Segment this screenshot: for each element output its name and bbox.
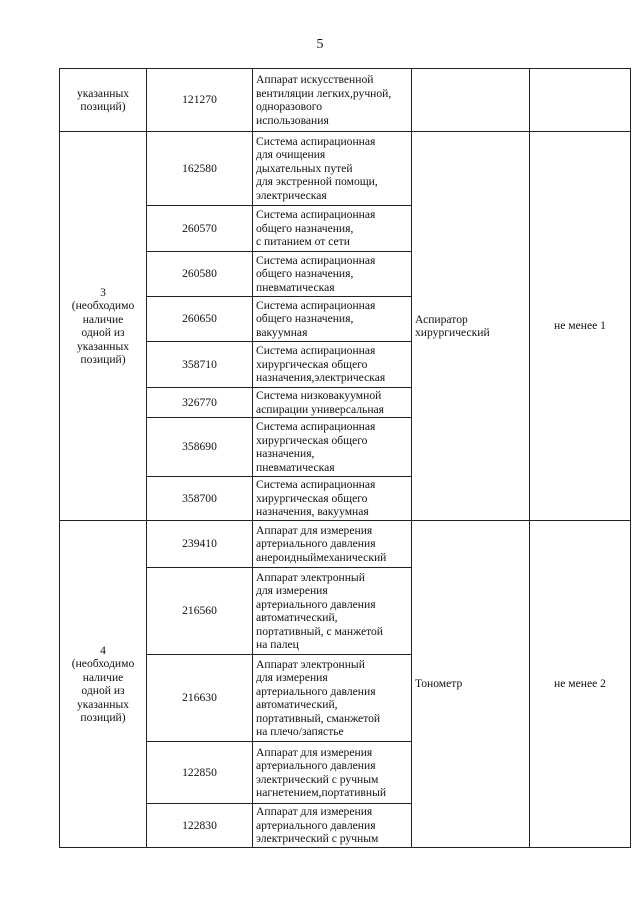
- text-line: электрический с ручным: [256, 832, 379, 846]
- equipment-table: [59, 68, 631, 848]
- text-line: Система аспирационная: [256, 478, 376, 492]
- code-cell: 358710: [147, 342, 253, 388]
- text-line: хирургическая общего: [256, 433, 368, 447]
- text-line: Система аспирационная: [256, 208, 376, 222]
- group-cell: [60, 521, 147, 848]
- text-line: Тонометр: [415, 677, 463, 691]
- table-row: [60, 132, 631, 206]
- text-line: вентиляции легких,ручной,: [256, 86, 392, 100]
- name-cell: [253, 342, 412, 388]
- code-cell: 326770: [147, 388, 253, 418]
- text-line: хирургическая общего: [256, 357, 368, 371]
- text-line: наличие: [82, 670, 124, 684]
- text-line: для измерения: [256, 584, 328, 597]
- code-cell: 121270: [147, 69, 253, 132]
- code-cell: 358700: [147, 477, 253, 521]
- text-line: хирургический: [415, 326, 490, 339]
- code-cell: 260650: [147, 297, 253, 342]
- text-line: портативный, с манжетой: [256, 624, 384, 638]
- name-cell: [253, 477, 412, 521]
- text-line: артериального давления: [256, 597, 376, 611]
- text-line: Система аспирационная: [256, 298, 376, 312]
- text-line: Система низковакуумной: [256, 389, 382, 402]
- text-line: позиций): [80, 711, 126, 724]
- text-line: для измерения: [256, 671, 328, 684]
- text-line: 3: [100, 285, 106, 299]
- text-line: Аспиратор: [415, 312, 468, 326]
- text-line: автоматический,: [256, 698, 338, 711]
- text-line: Аппарат электронный: [256, 657, 365, 671]
- text-line: Аппарат для измерения: [256, 523, 373, 537]
- text-line: Система аспирационная: [256, 134, 376, 148]
- text-line: указанных: [76, 697, 130, 711]
- text-line: назначения,: [256, 447, 315, 460]
- text-line: Система аспирационная: [256, 344, 376, 358]
- text-line: на палец: [256, 638, 299, 651]
- text-line: Аппарат для измерения: [256, 805, 373, 819]
- text-line: 4: [100, 643, 106, 657]
- text-line: Аппарат электронный: [256, 570, 365, 584]
- text-line: артериального давления: [256, 684, 376, 698]
- text-line: с питанием от сети: [256, 235, 350, 249]
- text-line: для очищения: [256, 148, 326, 162]
- name-cell: [253, 388, 412, 418]
- quantity-cell: не менее 2: [530, 521, 631, 848]
- name-cell: [253, 252, 412, 297]
- text-line: на плечо/запястье: [256, 725, 344, 738]
- device-cell: [412, 132, 530, 521]
- text-line: Аппарат искусственной: [256, 73, 374, 86]
- text-line: общего назначения,: [256, 221, 354, 235]
- text-line: анероидныймеханический: [256, 550, 387, 564]
- text-line: автоматический,: [256, 611, 338, 624]
- text-line: одной из: [81, 326, 125, 339]
- code-cell: 216630: [147, 655, 253, 742]
- name-cell: [253, 742, 412, 804]
- text-line: дыхательных путей: [256, 161, 353, 175]
- text-line: для экстренной помощи,: [256, 175, 378, 189]
- text-line: (необходимо: [71, 657, 135, 670]
- text-line: пневматическая: [256, 280, 335, 294]
- code-cell: 260580: [147, 252, 253, 297]
- text-line: наличие: [82, 312, 124, 326]
- device-cell: [412, 69, 530, 132]
- text-line: Система аспирационная: [256, 420, 376, 433]
- code-cell: 122830: [147, 804, 253, 848]
- text-line: позиций): [80, 100, 126, 113]
- text-line: указанных: [76, 339, 130, 353]
- text-line: одной из: [81, 684, 125, 697]
- name-cell: [253, 69, 412, 132]
- text-line: вакуумная: [256, 325, 308, 339]
- text-line: аспирации универсальная: [256, 402, 385, 416]
- text-line: артериального давления: [256, 759, 376, 772]
- name-cell: [253, 297, 412, 342]
- table-row: [60, 69, 631, 132]
- text-line: нагнетением,портативный: [256, 786, 387, 799]
- name-cell: [253, 804, 412, 848]
- text-line: назначения,электрическая: [256, 371, 386, 385]
- name-cell: [253, 568, 412, 655]
- text-line: электрическая: [256, 188, 327, 202]
- text-line: указанных: [76, 86, 130, 100]
- name-cell: [253, 655, 412, 742]
- group-cell: [60, 132, 147, 521]
- text-line: артериального давления: [256, 537, 376, 551]
- text-line: использования: [256, 113, 329, 127]
- device-cell: [412, 521, 530, 848]
- name-cell: [253, 521, 412, 568]
- code-cell: 122850: [147, 742, 253, 804]
- quantity-cell: [530, 69, 631, 132]
- code-cell: 239410: [147, 521, 253, 568]
- quantity-cell: не менее 1: [530, 132, 631, 521]
- text-line: (необходимо: [71, 299, 135, 312]
- table-row: [60, 521, 631, 568]
- text-line: общего назначения,: [256, 312, 354, 326]
- name-cell: [253, 132, 412, 206]
- text-line: пневматическая: [256, 460, 335, 474]
- code-cell: 260570: [147, 206, 253, 252]
- code-cell: 216560: [147, 568, 253, 655]
- text-line: Система аспирационная: [256, 253, 376, 267]
- text-line: портативный, сманжетой: [256, 711, 381, 725]
- code-cell: 358690: [147, 418, 253, 477]
- text-line: электрический с ручным: [256, 772, 379, 786]
- text-line: хирургическая общего: [256, 491, 368, 505]
- text-line: артериального давления: [256, 818, 376, 832]
- text-line: позиций): [80, 353, 126, 366]
- text-line: общего назначения,: [256, 267, 354, 281]
- code-cell: 162580: [147, 132, 253, 206]
- text-line: одноразового: [256, 100, 323, 113]
- name-cell: [253, 418, 412, 477]
- page-number: 5: [316, 37, 324, 52]
- name-cell: [253, 206, 412, 252]
- group-cell: [60, 69, 147, 132]
- text-line: назначения, вакуумная: [256, 505, 369, 519]
- text-line: Аппарат для измерения: [256, 745, 373, 759]
